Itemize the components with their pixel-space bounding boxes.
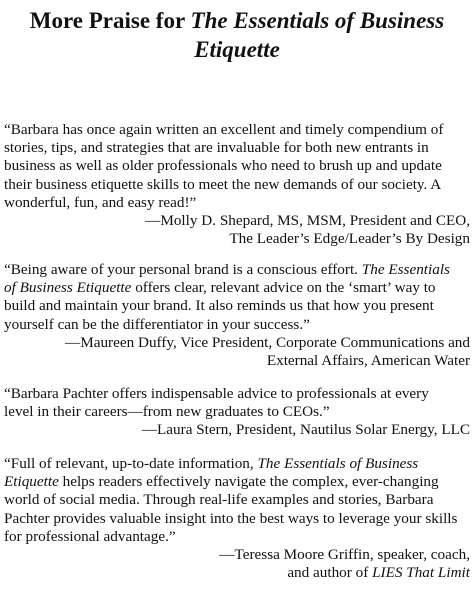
page-title (0, 6, 474, 64)
quote-line: “Barbara has once again written an excellent and timely compendium of (4, 121, 444, 138)
testimonial-1-attribution (4, 212, 470, 248)
quote-line: stories, tips, and strategies that are invaluable for both new entrants in (4, 139, 429, 157)
quote-text: helps readers effectively navigate the complex, ever-changing (58, 473, 439, 491)
attribution-line: —Molly D. Shepard, MS, MSM, President and CEO, (145, 212, 470, 229)
book-title: Etiquette (4, 473, 59, 491)
attribution-line: —Maureen Duffy, Vice President, Corporate Communications and (65, 334, 470, 351)
testimonial-4-attribution (4, 546, 470, 582)
testimonial-1-quote (4, 121, 470, 212)
quote-text: offers clear, relevant advice on the ‘smart’ way to (131, 279, 436, 297)
quote-line (4, 279, 470, 297)
testimonial-4-quote (4, 455, 470, 546)
quote-line: world of social media. Through real-life examples and stories, Barbara (4, 491, 434, 509)
quote-line: for professional advantage.” (4, 527, 176, 545)
testimonial-2-attribution (4, 334, 470, 370)
attribution-text: and author of (287, 564, 373, 582)
quote-line: build and maintain your brand. It also reminds us that how you present (4, 297, 434, 315)
title-book-line2: Etiquette (194, 37, 280, 62)
attribution-line (4, 564, 470, 582)
quote-line: wonderful, fun, and easy read!” (4, 193, 197, 211)
attribution-line: External Affairs, American Water (266, 352, 470, 370)
testimonial-3-quote (4, 385, 470, 421)
quote-text: “Being aware of your personal brand is a conscious effort. (4, 261, 362, 278)
quote-line: level in their careers—from new graduates to CEOs.” (4, 403, 330, 421)
title-prefix: More Praise for (29, 8, 191, 33)
quote-line (4, 261, 470, 279)
attribution-line: The Leader’s Edge/Leader’s By Design (229, 230, 470, 248)
quote-text: “Full of relevant, up-to-date information, (4, 455, 258, 472)
testimonial-2-quote (4, 261, 470, 334)
quote-line: “Barbara Pachter offers indispensable advice to professionals at every (4, 385, 429, 402)
quote-line: yourself can be the differentiator in your success.” (4, 315, 310, 333)
quote-line: Pachter provides valuable insight into the best ways to leverage your skills (4, 509, 458, 527)
attribution-line: —Laura Stern, President, Nautilus Solar Energy, LLC (141, 421, 470, 438)
quote-line: their business etiquette skills to meet the new demands of our society. A (4, 175, 442, 193)
title-book-line1: The Essentials of Business (190, 8, 445, 33)
book-title: The Essentials of Business (257, 455, 419, 472)
book-title: LIES That Limit (372, 564, 470, 582)
quote-line (4, 455, 470, 473)
book-title: The Essentials (361, 261, 450, 278)
quote-line: business as well as older professionals who need to brush up and update (4, 157, 442, 175)
testimonial-3-attribution (4, 421, 470, 439)
book-title: of Business Etiquette (4, 279, 132, 297)
attribution-line: —Teressa Moore Griffin, speaker, coach, (219, 546, 470, 563)
quote-line (4, 473, 470, 491)
